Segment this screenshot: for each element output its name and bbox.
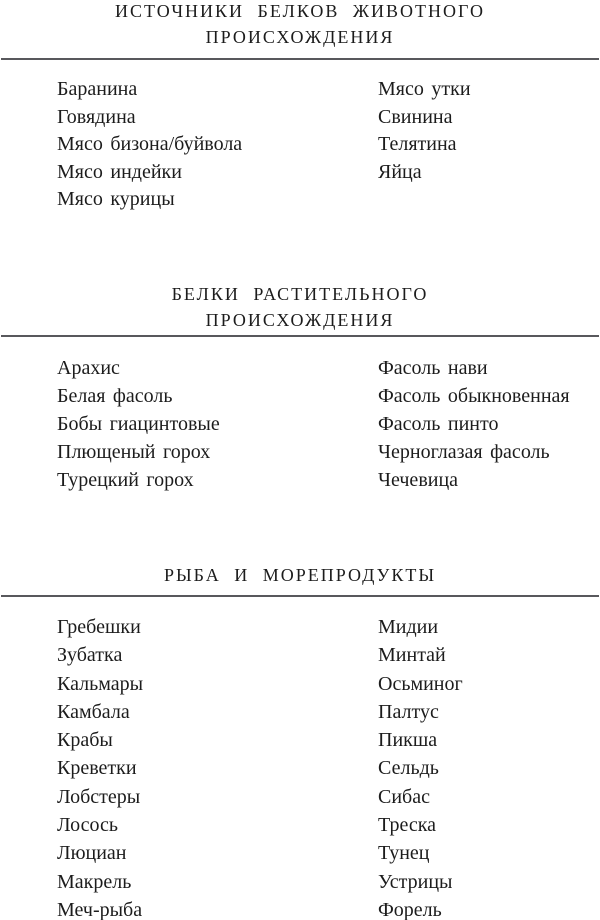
list-item: Турецкий горох (57, 469, 194, 491)
section-title-line: ПРОИСХОЖДЕНИЯ (205, 27, 395, 47)
list-item: Гребешки (57, 616, 141, 638)
right-column (378, 613, 463, 920)
left-column (57, 76, 242, 214)
list-item: Арахис (57, 357, 120, 379)
list-item: Минтай (378, 644, 446, 667)
section-divider (1, 595, 599, 597)
list-item: Мидии (378, 616, 439, 638)
list-item: Белая фасоль (57, 385, 173, 407)
list-item: Черноглазая фасоль (378, 441, 550, 463)
list-item: Фасоль нави (378, 357, 488, 379)
section-title-line: РЫБА И МОРЕПРОДУКТЫ (163, 565, 437, 585)
left-column (57, 613, 143, 920)
list-item: Говядина (57, 105, 136, 128)
list-item: Крабы (57, 729, 113, 752)
list-item: Камбала (57, 700, 130, 723)
list-item: Палтус (378, 700, 439, 723)
list-item: Бобы гиацинтовые (57, 413, 220, 435)
list-item: Сельдь (378, 757, 439, 780)
list-item: Треска (378, 814, 436, 837)
list-item: Кальмары (57, 672, 144, 695)
section-divider (1, 58, 599, 60)
list-item: Зубатка (57, 644, 123, 667)
list-item: Лобстеры (57, 785, 141, 808)
list-item: Свинина (378, 105, 453, 128)
section-title (0, 0, 600, 50)
list-item: Устрицы (378, 870, 453, 893)
list-item: Телятина (378, 133, 457, 155)
left-column (57, 354, 220, 494)
list-item: Фасоль пинто (378, 413, 499, 435)
list-item: Мясо бизона/буйвола (57, 133, 243, 155)
list-item: Яйца (378, 160, 422, 183)
section-title-line: ИСТОЧНИКИ БЕЛКОВ ЖИВОТНОГО (115, 1, 485, 21)
list-item: Меч-рыба (57, 898, 143, 920)
section-title (0, 281, 600, 333)
list-item: Форель (378, 898, 442, 920)
list-item: Осьминог (378, 672, 463, 695)
list-item: Фасоль обыкновенная (378, 385, 570, 407)
section-title-line: БЕЛКИ РАСТИТЕЛЬНОГО (171, 284, 429, 304)
list-item: Мясо индейки (57, 160, 182, 183)
list-item: Макрель (57, 870, 132, 893)
right-column (378, 354, 570, 494)
list-item: Тунец (378, 842, 430, 865)
list-item: Пикша (378, 729, 438, 752)
section-divider (1, 335, 599, 337)
section-title-line: ПРОИСХОЖДЕНИЯ (205, 310, 395, 330)
list-item: Мясо утки (378, 78, 471, 100)
list-item: Баранина (57, 78, 138, 100)
list-item: Сибас (378, 785, 430, 808)
section-title (0, 562, 600, 588)
list-item: Люциан (57, 842, 127, 865)
list-item: Лосось (57, 814, 118, 837)
right-column (378, 76, 471, 186)
list-item: Плющеный горох (57, 441, 211, 463)
list-item: Мясо курицы (57, 188, 175, 210)
list-item: Чечевица (378, 469, 459, 491)
list-item: Креветки (57, 757, 137, 780)
